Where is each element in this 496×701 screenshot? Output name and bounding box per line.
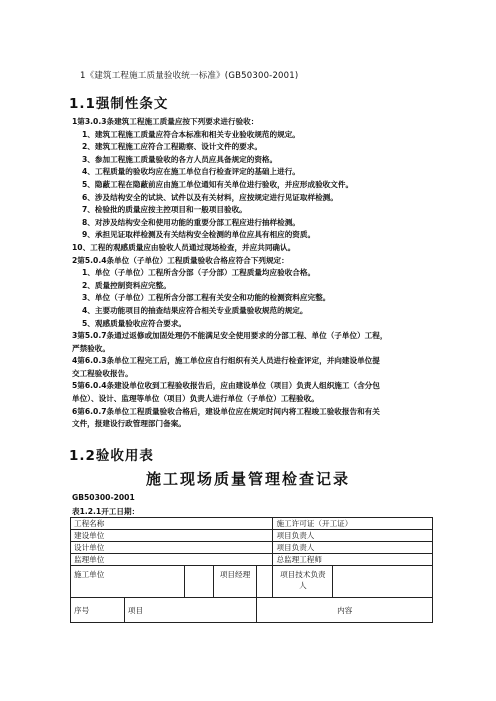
table-row (71, 518, 433, 530)
provision-line: 4、主要功能项目的抽查结果应符合相关专业质量验收规范的规定。 (82, 305, 308, 315)
provision-line: 5、观感质量验收应符合要求。 (82, 318, 187, 328)
cell-supervision-unit: 监理单位 (71, 554, 273, 566)
provision-line: 5第6.0.4条建设单位收到工程验收报告后，应由建设单位（项目）负责人组织施工（含分包 (72, 381, 380, 391)
cell-contractor-unit-value (184, 566, 213, 598)
table-row (71, 554, 433, 566)
table-row (71, 598, 433, 623)
cell-owner-unit: 建设单位 (71, 530, 273, 542)
cell-owner-project-lead: 项目负责人 (273, 530, 433, 542)
provision-line: 6、涉及结构安全的试块、试件以及有关材料，应按规定进行见证取样检测。 (82, 192, 338, 202)
provision-line: 3第5.0.7条通过返修或加固处理仍不能满足安全使用要求的分部工程、单位（子单位）工程， (72, 331, 388, 341)
provision-line: 7、检验批的质量应按主控项目和一般项目验收。 (82, 205, 247, 215)
cell-tech-lead-value (333, 566, 433, 598)
col-header-seq-no: 序号 (71, 598, 125, 623)
provision-line: 严禁验收。 (72, 343, 110, 353)
cell-chief-supervisor: 总监理工程师 (273, 554, 433, 566)
provision-line: 9、承担见证取样检测及有关结构安全检测的单位应具有相应的资质。 (82, 230, 316, 240)
provision-line: 文件，报建设行政管理部门备案。 (72, 419, 186, 429)
provision-line: 2、建筑工程施工应符合工程勘察、设计文件的要求。 (82, 142, 262, 152)
provision-line: 10、工程的观感质量应由验收人员通过现场检查，并应共同确认。 (72, 242, 296, 252)
cell-project-manager: 项目经理 (213, 566, 257, 598)
provision-line: 4、工程质量的验收均应在施工单位自行检查评定的基础上进行。 (82, 167, 300, 177)
standard-code: GB50300-2001 (72, 493, 135, 502)
cell-construction-permit: 施工许可证（开工证） (273, 518, 433, 530)
provision-line: 6第6.0.7条单位工程质量验收合格后，建设单位应在规定时间内将工程竣工验收报告和有关 (72, 406, 380, 416)
table-number-start-date: 表1.2.1开工日期： (72, 507, 140, 516)
col-header-item: 项目 (124, 598, 257, 623)
cell-project-manager-value (257, 566, 273, 598)
provision-line: 1、单位（子单位）工程所含分部（子分部）工程质量均应验收合格。 (82, 268, 316, 278)
cell-tech-lead: 项目技术负责人 (273, 566, 333, 598)
standard-reference: 1《建筑工程施工质量验收统一标准》(GB50300-2001) (80, 71, 299, 81)
table-row (71, 566, 433, 598)
cell-contractor-unit: 施工单位 (71, 566, 185, 598)
section-heading-acceptance-forms: 1.2验收用表 (69, 448, 154, 464)
mandatory-provisions-body (72, 116, 432, 431)
site-quality-management-table (70, 517, 433, 623)
provision-line: 4第6.0.3条单位工程完工后，施工单位应自行组织有关人员进行检查评定，并向建设单位提 (72, 356, 380, 366)
cell-project-name: 工程名称 (71, 518, 273, 530)
form-title: 施工现场质量管理检查记录 (145, 470, 350, 488)
table-row (71, 542, 433, 554)
provision-line: 2、质量控制资料应完整。 (82, 280, 171, 290)
provision-line: 3、单位（子单位）工程所含分部工程有关安全和功能的检测资料应完整。 (82, 293, 331, 303)
table-row (71, 530, 433, 542)
provision-line: 单位）、设计、监理等单位（项目）负责人进行单位（子单位）工程验收。 (72, 394, 319, 404)
cell-design-unit: 设计单位 (71, 542, 273, 554)
col-header-content: 内容 (257, 598, 433, 623)
provision-line: 2第5.0.4条单位（子单位）工程质量验收合格应符合下列规定： (72, 255, 289, 265)
provision-line: 1、建筑工程施工质量应符合本标准和相关专业验收规范的规定。 (82, 129, 300, 139)
provision-line: 1第3.0.3条建筑工程施工质量应按下列要求进行验收： (72, 117, 259, 126)
provision-line: 交工程验收报告。 (72, 368, 133, 378)
provision-line: 8、对涉及结构安全和使用功能的重要分部工程应进行抽样检测。 (82, 217, 300, 227)
provision-line: 5、隐蔽工程在隐蔽前应由施工单位通知有关单位进行验收，并应形成验收文件。 (82, 179, 354, 189)
cell-design-project-lead: 项目负责人 (273, 542, 433, 554)
provision-line: 3、参加工程施工质量验收的各方人员应具备规定的资格。 (82, 154, 278, 164)
section-heading-mandatory-provisions: 1.1强制性条文 (69, 96, 169, 112)
